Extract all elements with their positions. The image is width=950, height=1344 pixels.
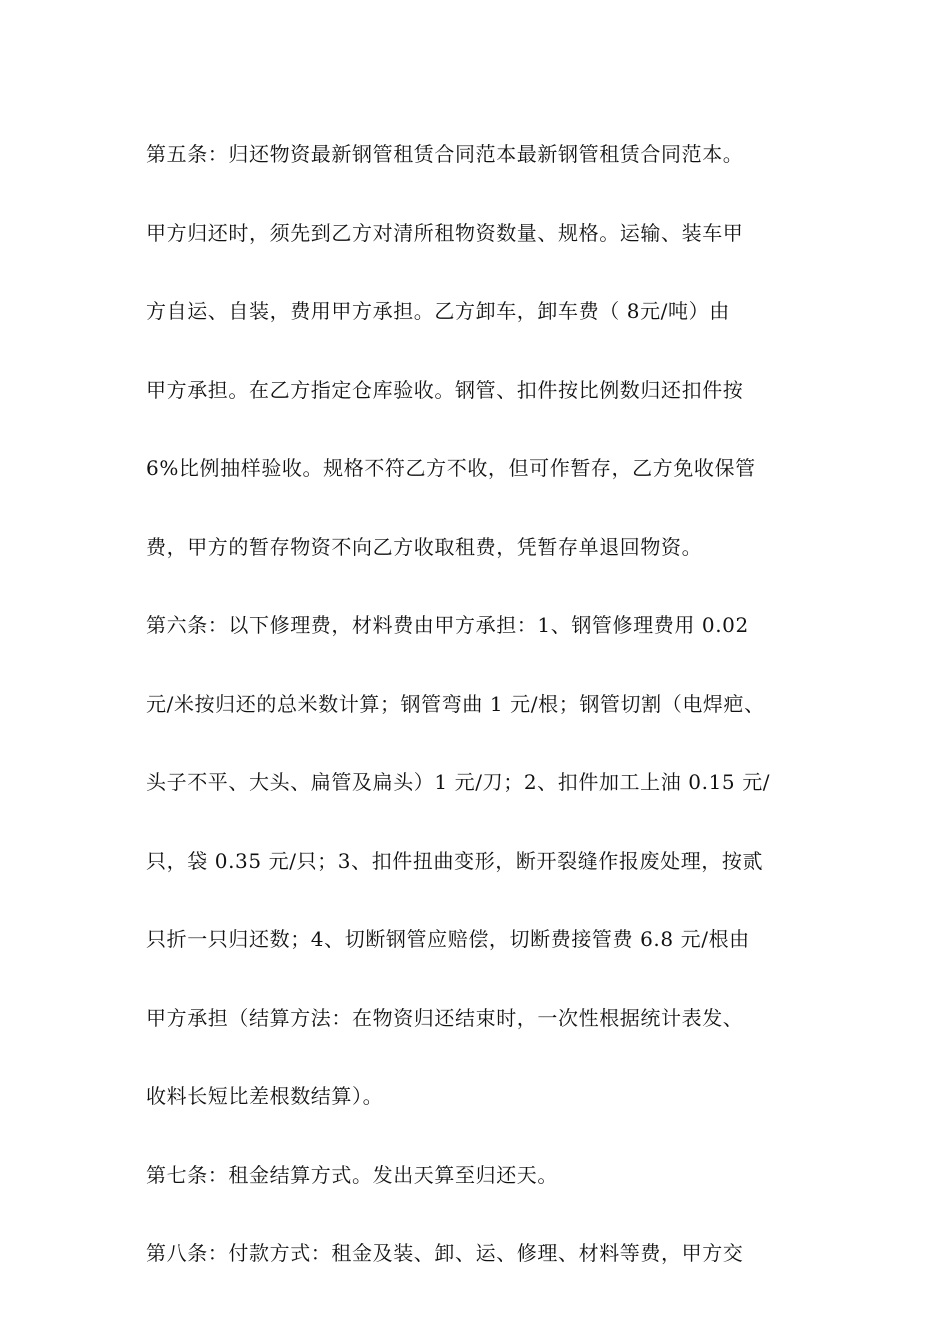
text-line: 甲方承担（结算方法：在物资归还结束时，一次性根据统计表发、 [146,1005,744,1030]
text-line: 元/米按归还的总米数计算；钢管弯曲 1 元/根；钢管切割（电焊疤、 [146,691,765,716]
text-line: 第六条：以下修理费，材料费由甲方承担：1、钢管修理费用 0.02 [146,613,749,637]
text-line: 费，甲方的暂存物资不向乙方收取租费，凭暂存单退回物资。 [146,534,703,559]
contract-text [146,134,826,1312]
text-line: 收料长短比差根数结算）。 [146,1084,384,1108]
text-line: 只折一只归还数；4、切断钢管应赔偿，切断费接管费 6.8 元/根由 [146,927,750,951]
text-line: 只，袋 0.35 元/只；3、扣件扭曲变形，断开裂缝作报废处理，按贰 [146,848,764,873]
text-line: 6%比例抽样验收。规格不符乙方不收，但可作暂存，乙方免收保管 [146,456,756,480]
text-line: 头子不平、大头、扁管及扁头）1 元/刀；2、扣件加工上油 0.15 元/ [146,770,771,794]
text-line: 第八条：付款方式：租金及装、卸、运、修理、材料等费，甲方交 [146,1241,744,1265]
text-line: 方自运、自装，费用甲方承担。乙方卸车，卸车费（ 8元/吨）由 [146,299,730,323]
text-line: 甲方承担。在乙方指定仓库验收。钢管、扣件按比例数归还扣件按 [146,377,744,402]
text-line: 第五条：归还物资最新钢管租赁合同范本最新钢管租赁合同范本。 [146,142,744,166]
text-line: 第七条：租金结算方式。发出天算至归还天。 [146,1162,558,1187]
text-line: 甲方归还时，须先到乙方对清所租物资数量、规格。运输、装车甲 [146,220,744,245]
